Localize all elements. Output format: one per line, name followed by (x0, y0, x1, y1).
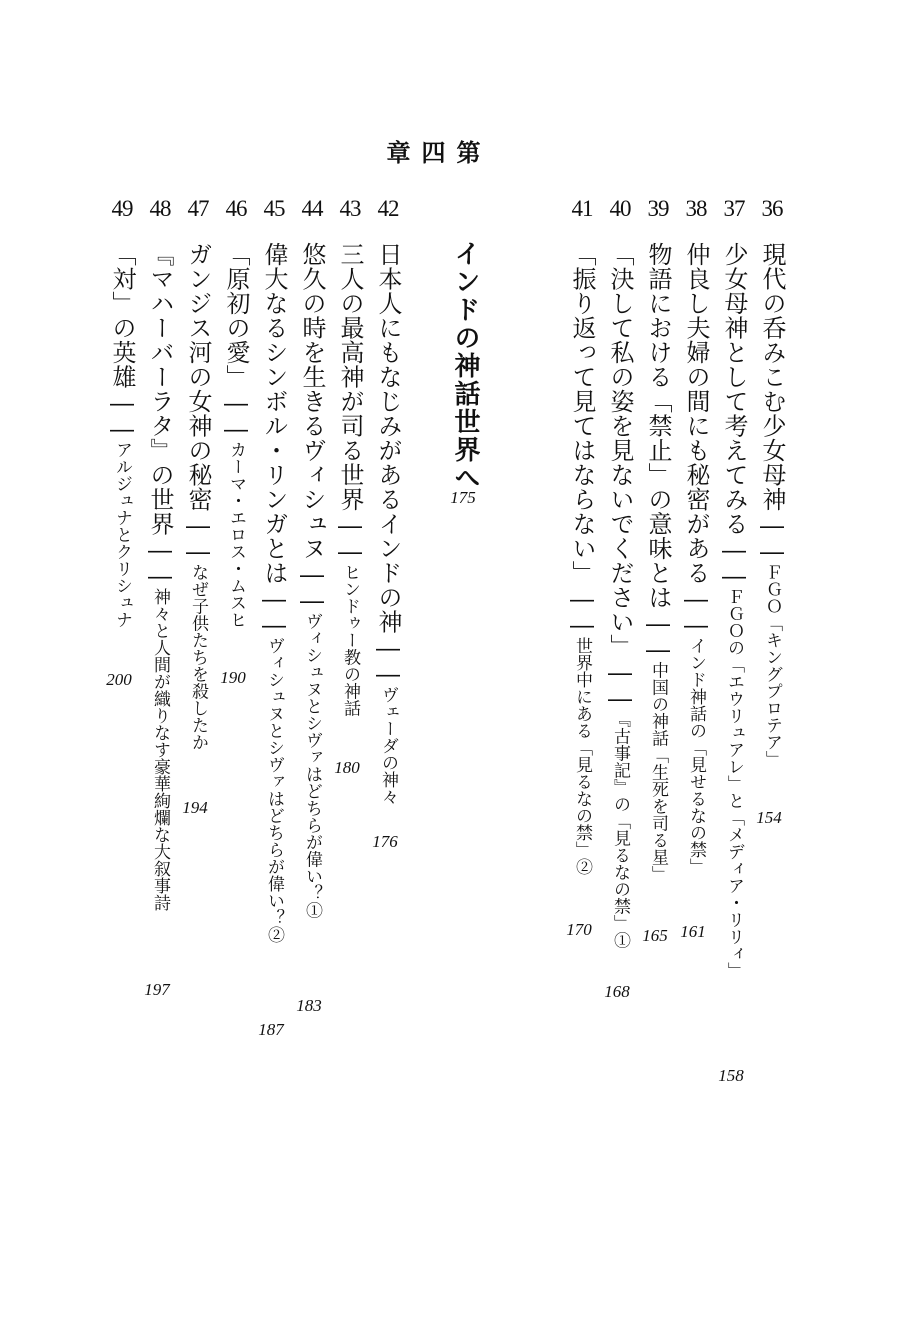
entry-page-number: 154 (756, 808, 782, 827)
entry-page-number: 180 (334, 758, 360, 777)
entry-page-number: 200 (106, 670, 132, 689)
entry-number: 36 (761, 196, 783, 221)
entry-title: 少女母神として考えてみる――ＦＧＯの「エウリュアレ」と「メディア・リリィ」 (720, 242, 748, 979)
entry-title: 物語における「禁止」の意味とは――中国の神話「生死を司る星」 (644, 242, 672, 883)
entry-title: 「決して私の姿を見ないでください」――『古事記』の「見るなの禁」① (606, 242, 634, 949)
entry-title: 仲良し夫婦の間にも秘密がある――インド神話の「見せるなの禁」 (682, 242, 710, 875)
chapter-title: インドの神話世界へ (450, 240, 480, 492)
entry-title: 現代の呑みこむ少女母神――ＦＧＯ「キングプロテア」 (758, 242, 786, 768)
entry-title: ガンジス河の女神の秘密――なぜ子供たちを殺したか (184, 242, 212, 751)
entry-number: 48 (149, 196, 171, 221)
entry-number: 46 (225, 196, 247, 221)
entry-page-number: 161 (680, 922, 706, 941)
entry-page-number: 168 (604, 982, 630, 1001)
entry-page-number: 165 (642, 926, 668, 945)
entry-title: 『マハーバーラタ』の世界――神々と人間が織りなす豪華絢爛な大叙事詩 (146, 242, 174, 911)
entry-title: 日本人にもなじみがあるインドの神――ヴェーダの神々 (374, 242, 402, 805)
entry-title: 「振り返って見てはならない」――世界中にある「見るなの禁」② (568, 242, 596, 875)
entry-number: 42 (377, 196, 399, 221)
entry-page-number: 183 (296, 996, 322, 1015)
entry-number: 44 (301, 196, 323, 221)
entry-title: 「原初の愛」――カーマ・エロス・ムスヒ (222, 242, 250, 628)
entry-page-number: 190 (220, 668, 246, 687)
entry-number: 45 (263, 196, 285, 221)
chapter-page-number: 175 (450, 488, 476, 507)
chapter-label: 第四章 (382, 140, 481, 165)
entry-number: 38 (685, 196, 707, 221)
entry-title: 三人の最高神が司る世界――ヒンドゥー教の神話 (336, 242, 364, 717)
entry-number: 41 (571, 196, 593, 221)
entry-number: 39 (647, 196, 669, 221)
entry-page-number: 176 (372, 832, 398, 851)
entry-number: 43 (339, 196, 361, 221)
entry-number: 49 (111, 196, 133, 221)
entry-number: 40 (609, 196, 631, 221)
entry-title: 悠久の時を生きるヴィシュヌ――ヴィシュヌとシヴァはどちらが偉い？① (298, 242, 326, 919)
entry-page-number: 158 (718, 1066, 744, 1085)
entry-page-number: 194 (182, 798, 208, 817)
entry-title: 「対」の英雄――アルジュナとクリシュナ (108, 242, 136, 628)
entry-page-number: 197 (144, 980, 170, 999)
entry-number: 47 (187, 196, 209, 221)
entry-page-number: 170 (566, 920, 592, 939)
entry-title: 偉大なるシンボル・リンガとは――ヴィシュヌとシヴァはどちらが偉い？② (260, 242, 288, 943)
entry-page-number: 187 (258, 1020, 284, 1039)
entry-number: 37 (723, 196, 745, 221)
